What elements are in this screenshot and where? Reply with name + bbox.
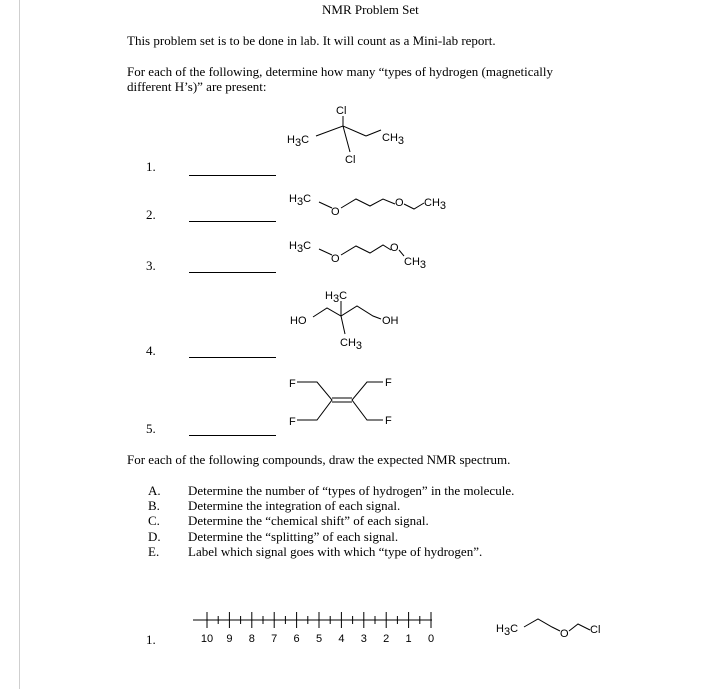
- step-text: Determine the number of “types of hydrogen” in the molecule.: [188, 483, 515, 498]
- step-letter: C.: [148, 513, 160, 528]
- intro-text: This problem set is to be done in lab. It will count as a Mini-lab report.: [127, 33, 496, 48]
- problem-number-4: 4.: [146, 343, 156, 358]
- mol4-h3c-label: H3C: [325, 290, 348, 305]
- mol1-cl-top: Cl: [336, 105, 347, 117]
- problem-number-5: 5.: [146, 421, 156, 436]
- page-title: NMR Problem Set: [322, 2, 419, 17]
- mol4-oh-label: OH: [382, 315, 399, 327]
- mol3-h3c-label: H3C: [289, 240, 312, 255]
- mol1-ch3-label: CH3: [382, 132, 405, 147]
- ppm-tick-label: 7: [271, 633, 278, 645]
- mol4-ho-label: HO: [290, 315, 307, 327]
- mol5-f4: F: [385, 415, 392, 427]
- mol5-f2: F: [289, 416, 296, 428]
- ppm-tick-label: 9: [226, 633, 233, 645]
- ppm-tick-label: 6: [293, 633, 300, 645]
- mol3-o2: O: [390, 242, 399, 254]
- mol2-h3c-label: H3C: [289, 193, 312, 208]
- ppm-tick-label: 5: [315, 633, 323, 645]
- spec-mol-o: O: [560, 628, 569, 640]
- ppm-tick-label: 4: [338, 633, 345, 645]
- step-letter: B.: [148, 498, 160, 513]
- problem-number-3: 3.: [146, 258, 156, 273]
- mol5-f1: F: [289, 378, 296, 390]
- ppm-tick-label: 8: [248, 633, 255, 645]
- spec-mol-h3c-label: H3C: [496, 623, 519, 638]
- section2-heading: For each of the following compounds, draw the expected NMR spectrum.: [127, 452, 511, 467]
- spec-mol-cl: Cl: [590, 624, 601, 636]
- ppm-tick-label: 3: [360, 633, 367, 645]
- mol3-o1: O: [331, 253, 340, 265]
- step-text: Determine the “splitting” of each signal.: [188, 529, 399, 544]
- mol3-ch3-label: CH3: [404, 256, 427, 271]
- mol2-o2: O: [395, 197, 404, 209]
- ppm-tick-label: 2: [383, 633, 390, 645]
- mol2-o1: O: [331, 206, 340, 218]
- mol1-h3c-label: H3C: [287, 134, 310, 149]
- step-text: Determine the “chemical shift” of each signal.: [188, 513, 429, 528]
- mol4-ch3-label: CH3: [340, 337, 363, 352]
- step-letter: D.: [148, 529, 161, 544]
- instruction-line-2: different H’s)” are present:: [127, 79, 267, 94]
- mol5-f3: F: [385, 377, 392, 389]
- step-letter: E.: [148, 544, 160, 559]
- spectrum-problem-number: 1.: [146, 632, 156, 647]
- mol1-cl-bottom: Cl: [345, 154, 356, 166]
- step-text: Determine the integration of each signal.: [188, 498, 401, 513]
- mol2-ch3-label: CH3: [424, 197, 447, 212]
- ppm-tick-label: 1: [405, 633, 412, 645]
- spec-mol-bonds: [524, 619, 560, 631]
- ppm-tick-label: 0: [427, 633, 435, 645]
- instruction-line-1: For each of the following, determine how many “types of hydrogen (magnetically: [127, 64, 553, 79]
- ppm-tick-label: 10: [200, 633, 214, 645]
- step-text: Label which signal goes with which “type of hydrogen”.: [188, 544, 483, 559]
- problem-number-2: 2.: [146, 207, 156, 222]
- step-letter: A.: [148, 483, 161, 498]
- problem-number-1: 1.: [146, 159, 156, 174]
